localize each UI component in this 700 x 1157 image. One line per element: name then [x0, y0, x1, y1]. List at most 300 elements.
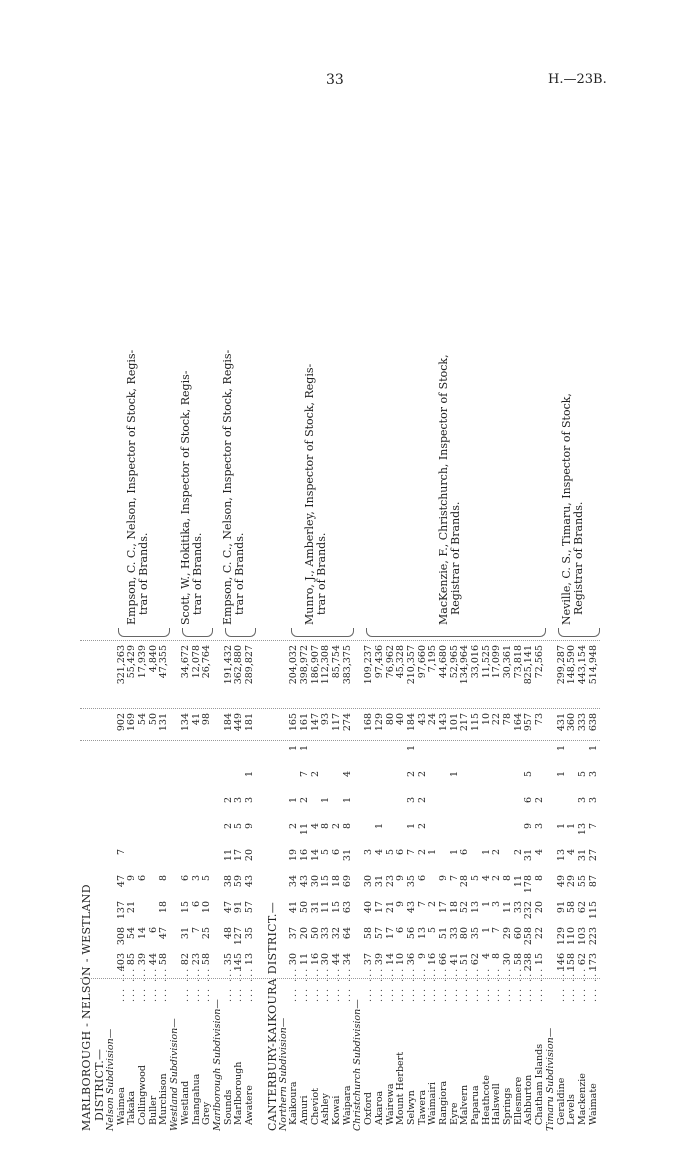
cell-value: 37: [288, 927, 300, 940]
cell-value: 308: [115, 927, 127, 946]
cell-value: 27: [587, 849, 599, 862]
cell-value: 85,754: [331, 645, 343, 679]
inspector-line: trar of Brands.: [233, 532, 247, 615]
locality-name: Murchison: [158, 1073, 170, 1125]
cell-value: 5: [320, 849, 332, 856]
rotated-table: [50, 135, 630, 1135]
cell-value: 1: [299, 745, 310, 752]
cell-value: 47: [158, 927, 170, 940]
cell-value: 62: [470, 953, 481, 966]
cell-value: 3: [491, 901, 503, 908]
cell-value: 2: [416, 823, 428, 830]
cell-value: 165: [288, 713, 300, 732]
subdivision-name: Timaru Subdivision—: [544, 1027, 556, 1131]
cell-value: 58: [201, 953, 213, 966]
cell-value: 148,590: [566, 645, 578, 685]
locality-name: Inangahua: [190, 1073, 202, 1125]
cell-value: 14: [137, 927, 149, 940]
locality-name: Oxford: [363, 1091, 375, 1125]
locality-name: Kowai: [331, 1095, 343, 1125]
cell-value: 11: [512, 875, 524, 888]
cell-value: 3: [363, 849, 375, 856]
cell-value: 87: [587, 875, 599, 888]
cell-value: 57: [373, 927, 385, 940]
cell-value: 30: [320, 953, 332, 966]
cell-value: 3: [534, 823, 546, 830]
cell-value: 178: [523, 875, 535, 894]
cell-value: 443,154: [576, 645, 588, 685]
cell-value: 28: [459, 875, 471, 888]
cell-value: 4: [480, 875, 492, 882]
subdivision-name: Nelson Subdivision—: [105, 1028, 116, 1131]
locality-name: Paparua: [470, 1085, 481, 1125]
column-rule: [80, 708, 600, 709]
cell-value: 184: [222, 713, 234, 732]
cell-value: 3: [576, 797, 588, 804]
locality-name: Waimate: [587, 1083, 599, 1125]
cell-value: 2: [222, 823, 234, 830]
leader-dots: ... ...: [115, 966, 127, 1002]
cell-value: 825,141: [523, 645, 535, 685]
leader-dots: ... ...: [158, 966, 170, 1002]
cell-value: 76,962: [384, 645, 396, 679]
cell-value: 43: [405, 901, 417, 914]
cell-value: 6: [179, 875, 191, 882]
locality-name: Tawera: [416, 1089, 428, 1125]
locality-name: Buller: [147, 1095, 159, 1125]
cell-value: 56: [405, 927, 417, 940]
cell-value: 5: [523, 771, 535, 778]
cell-value: 66: [437, 953, 449, 966]
cell-value: 80: [459, 927, 471, 940]
cell-value: 1: [373, 823, 385, 830]
cell-value: 638: [587, 713, 599, 732]
cell-value: 6: [137, 875, 149, 882]
leader-dots: ... ...: [427, 966, 439, 1002]
leader-dots: ... ...: [480, 966, 492, 1002]
locality-name: Ellesmere: [512, 1076, 524, 1125]
locality-name: Ashburton: [523, 1074, 535, 1125]
cell-value: 40: [395, 713, 407, 726]
cell-value: 2: [491, 875, 503, 882]
page-header: [0, 72, 700, 92]
cell-value: 31: [373, 875, 385, 888]
cell-value: 22: [534, 927, 546, 940]
cell-value: 1: [555, 771, 567, 778]
cell-value: 20: [243, 849, 255, 862]
cell-value: 1: [288, 745, 300, 752]
cell-value: 58: [566, 901, 578, 914]
leader-dots: ... ...: [395, 966, 407, 1002]
cell-value: 78: [502, 713, 514, 726]
district-heading-cont: [93, 135, 106, 1135]
locality-name: Waimea: [115, 1087, 127, 1125]
cell-value: 1: [320, 797, 332, 804]
cell-value: 48: [222, 927, 234, 940]
cell-value: 3: [587, 771, 599, 778]
leader-dots: ... ...: [137, 966, 149, 1002]
cell-value: 44: [147, 953, 159, 966]
leader-dots: ... ...: [459, 966, 471, 1002]
cell-value: 1: [480, 927, 492, 934]
document-reference: H.—23B.: [548, 72, 607, 87]
inspector-line: Empson, C. C., Nelson, Inspector of Stock, Regis-: [125, 349, 139, 625]
locality-name: Halswell: [491, 1083, 503, 1125]
leader-dots: ... ...: [233, 966, 245, 1002]
cell-value: 69: [341, 875, 353, 888]
cell-value: 97,436: [373, 645, 385, 679]
cell-value: 2: [534, 797, 546, 804]
locality-name: Eyre: [448, 1102, 460, 1125]
cell-value: 11: [320, 901, 332, 914]
district-name: CANTERBURY-KAIKOURA DISTRICT.—: [265, 902, 279, 1131]
cell-value: 41: [190, 713, 202, 726]
cell-value: 1: [587, 745, 599, 752]
page-number: 33: [326, 72, 344, 88]
leader-dots: ... ...: [587, 966, 599, 1002]
cell-value: 12,078: [190, 645, 202, 679]
cell-value: 91: [555, 901, 567, 914]
cell-value: 131: [158, 713, 170, 732]
cell-value: 50: [309, 927, 321, 940]
cell-value: 23: [190, 953, 202, 966]
cell-value: 2: [416, 771, 428, 778]
subdivision-name: Marlborough Subdivision—: [211, 999, 223, 1131]
locality-name: Chatham Islands: [534, 1043, 546, 1125]
cell-value: 16: [309, 953, 321, 966]
leader-dots: ... ...: [320, 966, 332, 1002]
cell-value: 32: [331, 927, 343, 940]
cell-value: 7: [448, 875, 460, 882]
cell-value: 35: [243, 927, 255, 940]
leader-dots: ... ...: [416, 966, 428, 1002]
cell-value: 18: [158, 901, 170, 914]
cell-value: 62: [576, 953, 588, 966]
locality-name: Amuri: [299, 1095, 310, 1125]
cell-value: 403: [115, 953, 127, 972]
leader-dots: ... ...: [243, 966, 255, 1002]
subdivision-name: Westland Subdivision—: [169, 1018, 181, 1131]
cell-value: 7: [416, 901, 428, 908]
cell-value: 33: [512, 901, 524, 914]
cell-value: 3: [243, 797, 255, 804]
grouping-brace: [182, 628, 213, 637]
cell-value: 110: [566, 927, 578, 946]
cell-value: 18: [448, 901, 460, 914]
grouping-brace: [366, 628, 547, 637]
cell-value: 134,964: [459, 645, 471, 685]
cell-value: 449: [233, 713, 245, 732]
cell-value: 9: [416, 953, 428, 960]
locality-name: Kaikoura: [288, 1081, 300, 1125]
cell-value: 2: [416, 797, 428, 804]
leader-dots: ... ...: [523, 966, 535, 1002]
cell-value: 13: [243, 953, 255, 966]
leader-dots: ... ...: [566, 966, 578, 1002]
cell-value: 49: [555, 875, 567, 888]
leader-dots: ... ...: [373, 966, 385, 1002]
cell-value: 21: [384, 901, 396, 914]
cell-value: 1: [480, 901, 492, 908]
cell-value: 147: [309, 713, 321, 732]
cell-value: 1: [405, 823, 417, 830]
cell-value: 4,840: [147, 645, 159, 673]
cell-value: 11: [222, 849, 234, 862]
cell-value: 6: [416, 875, 428, 882]
inspector-note: [180, 225, 204, 625]
cell-value: 63: [341, 901, 353, 914]
cell-value: 82: [179, 953, 191, 966]
cell-value: 47,355: [158, 645, 170, 679]
spacer-row: [256, 135, 266, 1135]
cell-value: 30: [363, 875, 375, 888]
cell-value: 30: [502, 953, 514, 966]
cell-value: 146: [555, 953, 567, 972]
cell-value: 20: [534, 901, 546, 914]
cell-value: 232: [523, 901, 535, 920]
inspector-note: [304, 225, 328, 625]
cell-value: 40: [363, 901, 375, 914]
subdivision-name: Northern Subdivision—: [277, 1017, 289, 1131]
leader-dots: ... ...: [201, 966, 213, 1002]
cell-value: 98: [201, 713, 213, 726]
cell-value: 3: [587, 797, 599, 804]
cell-value: 204,032: [288, 645, 300, 685]
cell-value: 31: [309, 901, 321, 914]
leader-dots: ... ...: [222, 966, 234, 1002]
locality-name: Cheviot: [309, 1088, 321, 1125]
cell-value: 4: [341, 771, 353, 778]
cell-value: 25: [201, 927, 213, 940]
locality-name: Rangiora: [437, 1080, 449, 1125]
locality-name: Heathcote: [480, 1075, 492, 1125]
cell-value: 4: [309, 823, 321, 830]
inspector-note: [126, 225, 150, 625]
cell-value: 238: [523, 953, 535, 972]
cell-value: 80: [384, 713, 396, 726]
locality-name: Mackenzie: [576, 1073, 588, 1125]
cell-value: 55: [576, 875, 588, 888]
leader-dots: ... ...: [363, 966, 375, 1002]
cell-value: 23: [384, 875, 396, 888]
cell-value: 17: [384, 927, 396, 940]
inspector-note: [561, 225, 585, 625]
column-rule: [80, 978, 600, 979]
cell-value: 186,907: [309, 645, 321, 685]
locality-name: Levels: [566, 1094, 578, 1125]
cell-value: 129: [555, 927, 567, 946]
cell-value: 14: [384, 953, 396, 966]
cell-value: 181: [243, 713, 255, 732]
cell-value: 35: [405, 875, 417, 888]
column-rule: [80, 640, 600, 641]
leader-dots: ... ...: [126, 966, 138, 1002]
cell-value: 2: [427, 901, 439, 908]
cell-value: 7: [299, 771, 310, 778]
cell-value: 50: [147, 713, 159, 726]
cell-value: 15: [179, 901, 191, 914]
cell-value: 6: [190, 901, 202, 908]
cell-value: 38: [222, 875, 234, 888]
cell-value: 13: [470, 901, 481, 914]
cell-value: 3: [190, 875, 202, 882]
cell-value: 7,195: [427, 645, 439, 673]
cell-value: 127: [233, 927, 245, 946]
cell-value: 11: [299, 953, 310, 966]
cell-value: 8: [320, 823, 332, 830]
leader-dots: ... ...: [555, 966, 567, 1002]
cell-value: 161: [299, 713, 310, 732]
cell-value: 29: [502, 927, 514, 940]
cell-value: 902: [115, 713, 127, 732]
cell-value: 1: [341, 797, 353, 804]
cell-value: 101: [448, 713, 460, 732]
cell-value: 62: [576, 901, 588, 914]
cell-value: 43: [416, 713, 428, 726]
cell-value: 145: [233, 953, 245, 972]
cell-value: 36: [405, 953, 417, 966]
cell-value: 31: [523, 849, 535, 862]
leader-dots: ... ...: [534, 966, 546, 1002]
cell-value: 41: [448, 953, 460, 966]
cell-value: 6: [395, 927, 407, 934]
cell-value: 103: [576, 927, 588, 946]
cell-value: 16: [299, 849, 310, 862]
cell-value: 10: [480, 713, 492, 726]
cell-value: 2: [309, 771, 321, 778]
cell-value: 1: [448, 771, 460, 778]
leader-dots: ... ...: [470, 966, 481, 1002]
cell-value: 5: [233, 823, 245, 830]
cell-value: 6: [395, 849, 407, 856]
leader-dots: ... ...: [179, 966, 191, 1002]
cell-value: 30: [288, 953, 300, 966]
cell-value: 9: [126, 875, 138, 882]
cell-value: 117: [331, 713, 343, 732]
cell-value: 39: [373, 953, 385, 966]
district-name-cont: DISTRICT.—: [93, 1048, 106, 1121]
cell-value: 957: [523, 713, 535, 732]
cell-value: 431: [555, 713, 567, 732]
locality-name: Westland: [179, 1080, 191, 1125]
locality-name: Sounds: [222, 1089, 234, 1125]
cell-value: 9: [523, 823, 535, 830]
cell-value: 52,965: [448, 645, 460, 679]
cell-value: 8: [502, 875, 514, 882]
cell-value: 14: [309, 849, 321, 862]
district-heading: [80, 135, 93, 1135]
cell-value: 223: [587, 927, 599, 946]
locality-name: Takaka: [126, 1090, 138, 1125]
cell-value: 143: [437, 713, 449, 732]
leader-dots: ... ...: [576, 966, 588, 1002]
cell-value: 31: [341, 849, 353, 862]
cell-value: 5: [201, 875, 213, 882]
inspector-line: Scott, W., Hokitika, Inspector of Stock, Regis-: [178, 370, 192, 625]
cell-value: 109,237: [363, 645, 375, 685]
cell-value: 3: [233, 797, 245, 804]
cell-value: 17: [373, 901, 385, 914]
cell-value: 5: [384, 849, 396, 856]
cell-value: 9: [395, 901, 407, 908]
cell-value: 13: [416, 927, 428, 940]
cell-value: 299,287: [555, 645, 567, 685]
cell-value: 54: [126, 927, 138, 940]
cell-value: 15: [534, 953, 546, 966]
cell-value: 4: [534, 849, 546, 856]
inspector-note: [438, 225, 462, 625]
cell-value: 41: [288, 901, 300, 914]
cell-value: 47: [115, 875, 127, 888]
locality-name: Ashley: [320, 1093, 332, 1125]
leader-dots: ... ...: [190, 966, 202, 1002]
cell-value: 11: [502, 901, 514, 914]
cell-value: 47: [222, 901, 234, 914]
cell-value: 4: [566, 849, 578, 856]
cell-value: 58: [158, 953, 170, 966]
cell-value: 2: [222, 797, 234, 804]
cell-value: 2: [405, 771, 417, 778]
cell-value: 169: [126, 713, 138, 732]
cell-value: 2: [288, 823, 300, 830]
cell-value: 34: [288, 875, 300, 888]
cell-value: 20: [299, 927, 310, 940]
cell-value: 35: [470, 927, 481, 940]
cell-value: 31: [576, 849, 588, 862]
cell-value: 1: [555, 745, 567, 752]
cell-value: 7: [190, 927, 202, 934]
locality-name: Collingwood: [137, 1065, 149, 1125]
leader-dots: ... ...: [491, 966, 503, 1002]
cell-value: 43: [243, 875, 255, 888]
locality-name: Mount Herbert: [395, 1051, 407, 1125]
cell-value: 1: [243, 771, 255, 778]
locality-name: Awatere: [243, 1085, 255, 1125]
cell-value: 168: [363, 713, 375, 732]
cell-value: 18: [331, 875, 343, 888]
cell-value: 26,764: [201, 645, 213, 679]
cell-value: 2: [416, 849, 428, 856]
cell-value: 16: [427, 953, 439, 966]
cell-value: 1: [480, 849, 492, 856]
leader-dots: ... ...: [437, 966, 449, 1002]
cell-value: 10: [395, 953, 407, 966]
cell-value: 1: [427, 849, 439, 856]
inspector-line: MacKenzie, F., Christchurch, Inspector of Stock,: [437, 354, 450, 625]
subdivision-heading: [546, 135, 557, 1135]
locality-name: Waipara: [341, 1085, 353, 1125]
cell-value: 44: [331, 953, 343, 966]
grouping-brace: [225, 628, 256, 637]
locality-name: Malvern: [459, 1084, 471, 1125]
locality-name: Wairewa: [384, 1083, 396, 1125]
cell-value: 17,099: [491, 645, 503, 679]
cell-value: 217: [459, 713, 471, 732]
cell-value: 112,308: [320, 645, 332, 685]
cell-value: 8: [491, 953, 503, 960]
cell-value: 17: [437, 901, 449, 914]
grouping-brace: [291, 628, 354, 637]
leader-dots: ... ...: [288, 966, 300, 1002]
cell-value: 8: [534, 875, 546, 882]
cell-value: 17,939: [137, 645, 149, 679]
cell-value: 1: [555, 823, 567, 830]
inspector-line: Munro, J., Amberley, Inspector of Stock, Regis-: [303, 363, 317, 625]
cell-value: 39: [137, 953, 149, 966]
cell-value: 31: [179, 927, 191, 940]
cell-value: 173: [587, 953, 599, 972]
inspector-line: trar of Brands.: [315, 532, 329, 615]
